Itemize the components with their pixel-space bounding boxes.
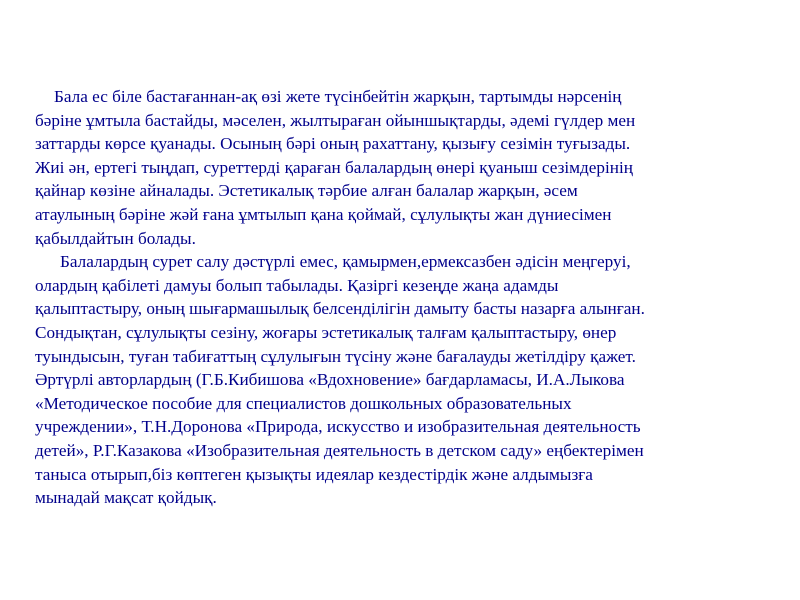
paragraph-2-line-10: таныса отырып,біз көптеген қызықты идеялар кездестірдік және алдымызға [35,464,593,484]
paragraph-2-line-5: туындысын, туған табиғаттың сұлулығын түсіну және бағалауды жетілдіру қажет. [35,346,636,366]
paragraph-1-line-2: бәріне ұмтыла бастайды, мәселен, жылтыраған ойыншықтарды, әдемі гүлдер мен [35,110,636,130]
paragraph-2-line-4: Сондықтан, сұлулықты сезіну, жоғары эстетикалық талғам қалыптастыру, өнер [35,322,617,342]
paragraph-1-line-1: Бала ес біле бастағаннан-ақ өзі жете түсінбейтін жарқын, тартымды нәрсенің [54,87,622,106]
paragraph-1-line-5: қайнар көзіне айналады. Эстетикалық тәрбие алған балалар жарқын, әсем [35,181,578,201]
paragraph-1-line-6: атаулының бәріне жәй ғана ұмтылып қана қоймай, сұлулықты жан дүниесімен [35,204,612,224]
paragraph-2-line-7: «Методическое пособие для специалистов дошкольных образовательных [35,393,572,413]
paragraph-2-line-11: мынадай мақсат қойдық. [35,488,217,508]
paragraph-2-line-9: детей», Р.Г.Казакова «Изобразительная деятельность в детском саду» еңбектерімен [35,440,644,460]
paragraph-1-line-3: заттарды көрсе қуанады. Осының бәрі оның рахаттану, қызығу сезімін туғызады. [35,134,631,154]
paragraph-2-line-6: Әртүрлі авторлардың (Г.Б.Кибишова «Вдохновение» бағдарламасы, И.А.Лыкова [35,370,625,390]
body-text [35,85,770,510]
paragraph-2-line-1: Балалардың сурет салу дәстүрлі емес, қамырмен,ермексазбен әдісін меңгеруі, [60,252,631,272]
paragraph-1-line-4: Жиі ән, ертегі тыңдап, суреттерді қараған балалардың өнері қуаныш сезімдерінің [35,157,633,177]
paragraph-2-line-8: учреждении», Т.Н.Доронова «Природа, искусство и изобразительная деятельность [35,417,641,437]
paragraph-2-line-2: олардың қабілеті дамуы болып табылады. Қазіргі кезеңде жаңа адамды [35,275,559,295]
paragraph-2-line-3: қалыптастыру, оның шығармашылық белсенділігін дамыту басты назарға алынған. [35,299,645,319]
paragraph-1-line-7: қабылдайтын болады. [35,228,196,248]
